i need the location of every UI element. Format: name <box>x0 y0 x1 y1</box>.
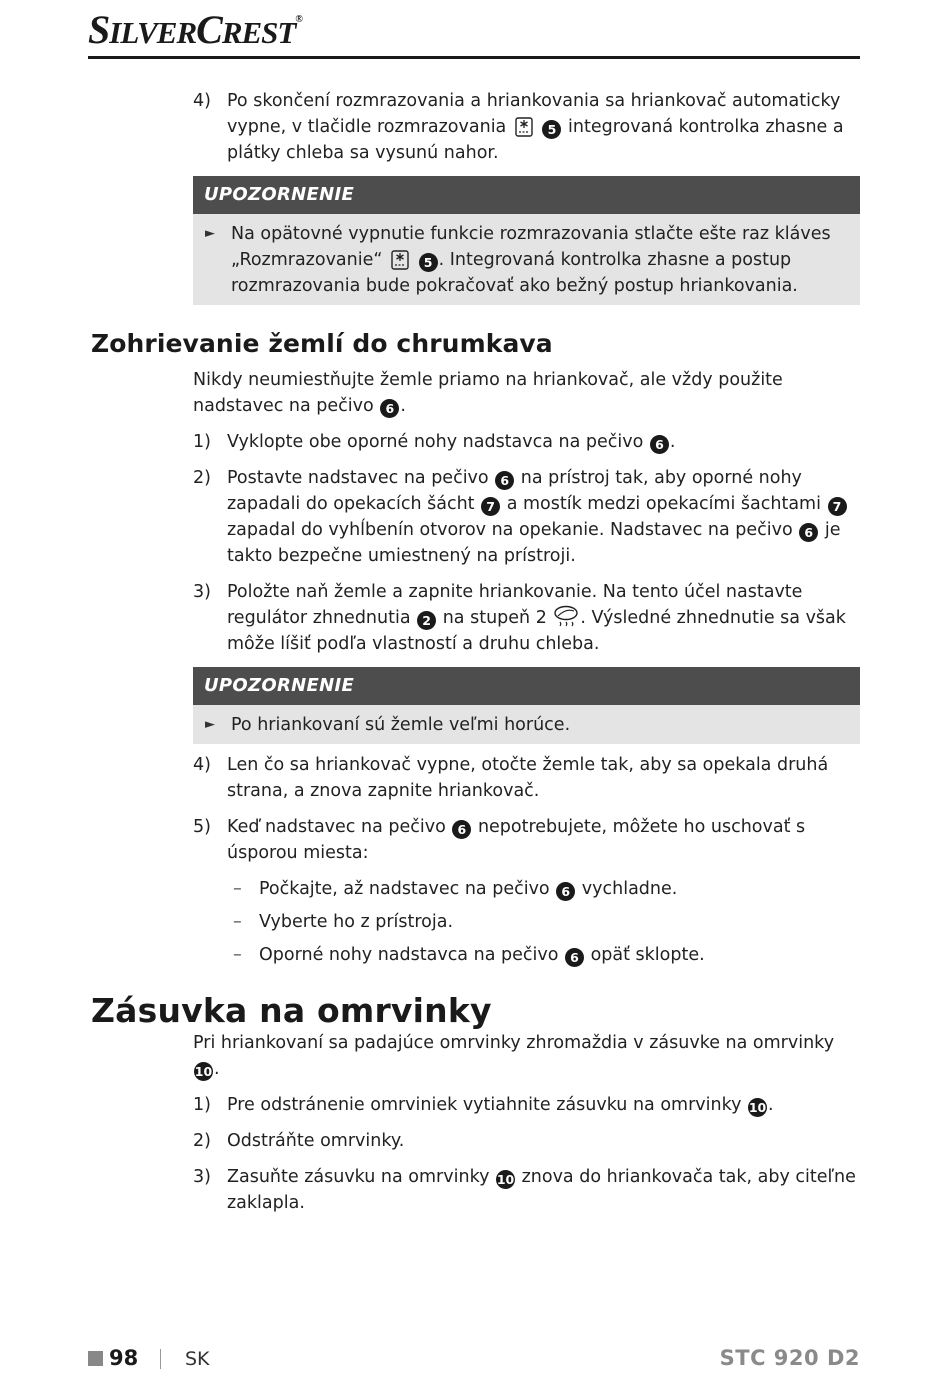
ref-circle: 6 <box>495 471 514 490</box>
page-number: 98 <box>109 1346 139 1370</box>
paragraph: Nikdy neumiestňujte žemle priamo na hriankovač, ale vždy použite nadstavec na pečivo 6 . <box>193 370 783 416</box>
note-text: Po hriankovaní sú žemle veľmi horúce. <box>231 715 571 735</box>
item-number: 3) <box>193 582 211 602</box>
note-body <box>193 214 860 305</box>
ref-circle: 6 <box>650 435 669 454</box>
ref-circle: 6 <box>799 523 818 542</box>
item-text: Po skončení rozmrazovania a hriankovania sa hriankovač automaticky vypne, v tlačidle rozmrazovania 5 integrovaná kontrolka zhasne a plátky chleba sa vysunú nahor. <box>227 91 844 163</box>
ref-circle: 6 <box>565 948 584 967</box>
note-title: UPOZORNENIE <box>193 176 860 214</box>
ref-circle: 6 <box>380 399 399 418</box>
list-item <box>193 752 860 804</box>
ref-circle: 10 <box>194 1064 213 1079</box>
list-item <box>193 1164 860 1216</box>
list-item <box>193 429 860 455</box>
footer-divider <box>160 1349 161 1369</box>
defrost-icon <box>514 115 534 137</box>
sub-item-text: Počkajte, až nadstavec na pečivo 6 vychladne. <box>259 879 678 899</box>
language-code: SK <box>185 1348 210 1370</box>
ref-circle: 10 <box>496 1172 515 1187</box>
list-item <box>193 465 860 569</box>
section-heading: Zohrievanie žemlí do chrumkava <box>91 329 553 358</box>
paragraph: Pri hriankovaní sa padajúce omrvinky zhromaždia v zásuvke na omrvinky 10 . <box>193 1033 835 1079</box>
item-text: Položte naň žemle a zapnite hriankovanie. Na tento účel nastavte regulátor zhnednutia 2 na stupeň 2 . Výsledné zhnednutie sa však môže líšiť podľa vlastností a druhu chleba. <box>227 582 846 654</box>
toast-level-icon <box>552 605 580 629</box>
header-rule <box>88 56 860 59</box>
note-text: Na opätovné vypnutie funkcie rozmrazovania stlačte ešte raz kláves „Rozmrazovanie“ 5 . Integrovaná kontrolka zhasne a postup rozmrazovania bude pokračovať ako bežný postup hriankovania. <box>231 224 831 296</box>
ref-circle: 10 <box>748 1100 767 1115</box>
item-number: 4) <box>193 91 211 111</box>
arrow-icon: ► <box>205 226 215 241</box>
ref-circle: 7 <box>481 497 500 516</box>
ref-circle: 5 <box>542 120 561 139</box>
item-text: Keď nadstavec na pečivo 6 nepotrebujete, môžete ho uschovať s úsporou miesta: <box>227 817 806 863</box>
chapter-heading: Zásuvka na omrvinky <box>91 991 492 1030</box>
item-number: 1) <box>193 1095 211 1115</box>
ref-circle: 2 <box>417 611 436 630</box>
ref-circle: 7 <box>828 497 847 516</box>
sub-item: – Počkajte, až nadstavec na pečivo 6 vychladne. <box>233 876 860 902</box>
item-text: Len čo sa hriankovač vypne, otočte žemle tak, aby sa opekala druhá strana, a znova zapnite hriankovač. <box>227 755 829 801</box>
item-text: Vyklopte obe oporné nohy nadstavca na pečivo 6 . <box>227 432 676 452</box>
model-number: STC 920 D2 <box>719 1346 860 1370</box>
item-number: 2) <box>193 1131 211 1151</box>
list-item <box>193 1092 860 1118</box>
item-text: Pre odstránenie omrviniek vytiahnite zásuvku na omrvinky 10 . <box>227 1095 774 1115</box>
sub-item-text: Vyberte ho z prístroja. <box>259 912 454 932</box>
item-number: 2) <box>193 468 211 488</box>
ref-circle: 5 <box>419 253 438 272</box>
item-number: 5) <box>193 817 211 837</box>
item-text: Postavte nadstavec na pečivo 6 na prístroj tak, aby oporné nohy zapadali do opekacích šácht 7 a mostík medzi opekacími šachtami 7 zapadal do vyhĺbenín otvorov na opekanie. Nadstavec na pečivo 6 je takto bezpečne umiestnený na prístroji. <box>227 465 860 569</box>
brand-logo: SILVERCREST® <box>88 7 302 52</box>
list-item <box>193 1128 860 1154</box>
note-body <box>193 705 860 744</box>
item-number: 4) <box>193 755 211 775</box>
ref-circle: 6 <box>556 882 575 901</box>
sub-item-text: Oporné nohy nadstavca na pečivo 6 opäť sklopte. <box>259 945 705 965</box>
footer-square-icon <box>88 1351 103 1366</box>
item-text: Odstráňte omrvinky. <box>227 1131 405 1151</box>
list-item <box>193 579 860 657</box>
sub-item: – Vyberte ho z prístroja. <box>233 909 860 935</box>
item-text: Zasuňte zásuvku na omrvinky 10 znova do hriankovača tak, aby citeľne zaklapla. <box>227 1167 856 1213</box>
note-box <box>193 176 860 305</box>
list-item <box>193 88 860 166</box>
list-item <box>193 814 860 866</box>
item-number: 3) <box>193 1167 211 1187</box>
defrost-icon <box>390 248 410 270</box>
sub-item: – Oporné nohy nadstavca na pečivo 6 opäť sklopte. <box>233 942 860 968</box>
page-content <box>88 88 860 1226</box>
note-box <box>193 667 860 744</box>
ref-circle: 6 <box>452 820 471 839</box>
item-number: 1) <box>193 432 211 452</box>
page-footer <box>88 1346 860 1374</box>
note-title: UPOZORNENIE <box>193 667 860 705</box>
arrow-icon: ► <box>205 717 215 732</box>
